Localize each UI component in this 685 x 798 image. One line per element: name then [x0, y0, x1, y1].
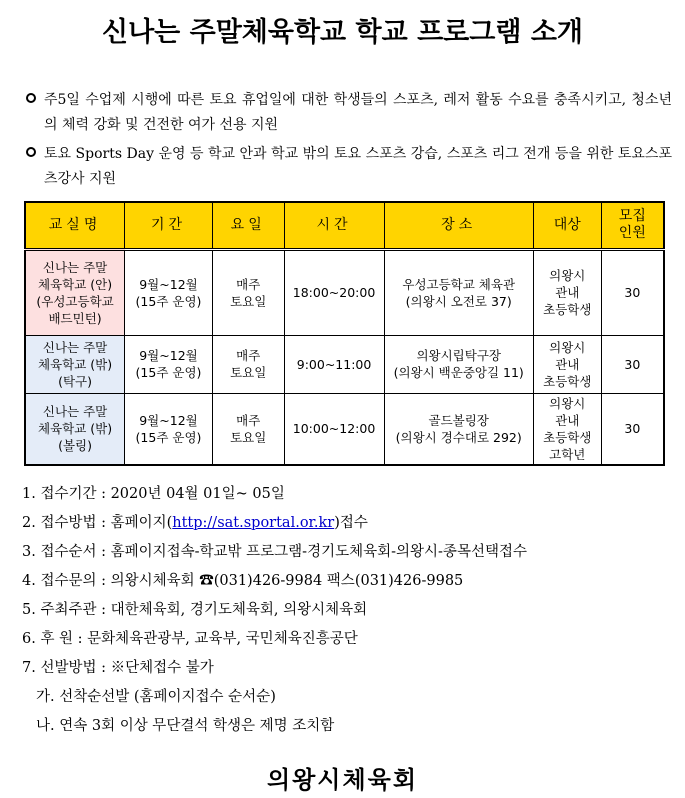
- cell-target: 의왕시 관내 초등학생: [533, 335, 601, 393]
- cell-place: 우성고등학교 체육관 (의왕시 오전로 37): [384, 249, 533, 335]
- cell-count: 30: [601, 249, 664, 335]
- intro-bullets: [22, 88, 672, 196]
- bullet-item: [22, 142, 672, 192]
- header-period: 기간: [125, 202, 213, 249]
- table-row: [25, 335, 664, 393]
- cell-period: 9월~12월 (15주 운영): [125, 249, 213, 335]
- organization-name: 의왕시체육회: [266, 766, 419, 794]
- page-title: 신나는 주말체육학교 학교 프로그램 소개: [102, 17, 583, 48]
- cell-target: 의왕시 관내 초등학생: [533, 249, 601, 335]
- program-table: [24, 201, 665, 466]
- table-row: [25, 249, 664, 335]
- cell-count: 30: [601, 393, 664, 465]
- info-method-suffix: )접수: [334, 515, 368, 531]
- cell-period: 9월~12월 (15주 운영): [125, 393, 213, 465]
- application-info: [22, 482, 672, 743]
- cell-target: 의왕시 관내 초등학생 고학년: [533, 393, 601, 465]
- bullet-item: [22, 88, 672, 138]
- table-row: [25, 393, 664, 465]
- info-host: 5. 주최주관 : 대한체육회, 경기도체육회, 의왕시체육회: [22, 602, 368, 618]
- cell-class-name: 신나는 주말 체육학교 (밖) (볼링): [25, 393, 125, 465]
- info-contact: 4. 접수문의 : 의왕시체육회 ☎(031)426-9984 팩스(031)426-9985: [22, 573, 464, 589]
- header-count: 모집 인원: [601, 202, 664, 249]
- cell-day: 매주 토요일: [212, 335, 284, 393]
- cell-time: 18:00~20:00: [284, 249, 384, 335]
- info-method: [22, 511, 672, 540]
- info-method-text: 2. 접수방법 : 홈페이지(: [22, 515, 173, 531]
- header-class-name: 교실명: [25, 202, 125, 249]
- cell-count: 30: [601, 335, 664, 393]
- cell-time: 10:00~12:00: [284, 393, 384, 465]
- cell-day: 매주 토요일: [212, 249, 284, 335]
- cell-place: 의왕시립탁구장 (의왕시 백운중앙길 11): [384, 335, 533, 393]
- header-time: 시간: [284, 202, 384, 249]
- info-selection-absence-rule: 나. 연속 3회 이상 무단결석 학생은 제명 조치함: [36, 718, 335, 734]
- info-order: 3. 접수순서 : 홈페이지접속-학교밖 프로그램-경기도체육회-의왕시-종목선택접수: [22, 544, 527, 560]
- cell-place: 골드볼링장 (의왕시 경수대로 292): [384, 393, 533, 465]
- bullet-text: 주5일 수업제 시행에 따른 토요 휴업일에 대한 학생들의 스포츠, 레저 활동 수요를 충족시키고, 청소년의 체력 강화 및 건전한 여가 선용 지원: [44, 92, 672, 133]
- cell-day: 매주 토요일: [212, 393, 284, 465]
- cell-period: 9월~12월 (15주 운영): [125, 335, 213, 393]
- info-selection: 7. 선발방법 : ※단체접수 불가: [22, 660, 214, 676]
- header-place: 장소: [384, 202, 533, 249]
- cell-time: 9:00~11:00: [284, 335, 384, 393]
- bullet-circle-icon: [26, 93, 36, 103]
- cell-class-name: 신나는 주말 체육학교 (안) (우성고등학교 배드민턴): [25, 249, 125, 335]
- table-header-row: [25, 202, 664, 249]
- homepage-link[interactable]: http://sat.sportal.or.kr: [172, 515, 335, 531]
- bullet-text: 토요 Sports Day 운영 등 학교 안과 학교 밖의 토요 스포츠 강습, 스포츠 리그 전개 등을 위한 토요스포츠강사 지원: [44, 146, 672, 187]
- bullet-circle-icon: [26, 147, 36, 157]
- header-day: 요일: [212, 202, 284, 249]
- info-period: 1. 접수기간 : 2020년 04월 01일~ 05일: [22, 486, 285, 502]
- info-selection-first-come: 가. 선착순선발 (홈페이지접수 순서순): [36, 689, 276, 705]
- info-sponsor: 6. 후 원 : 문화체육관광부, 교육부, 국민체육진흥공단: [22, 631, 358, 647]
- header-target: 대상: [533, 202, 601, 249]
- cell-class-name: 신나는 주말 체육학교 (밖) (탁구): [25, 335, 125, 393]
